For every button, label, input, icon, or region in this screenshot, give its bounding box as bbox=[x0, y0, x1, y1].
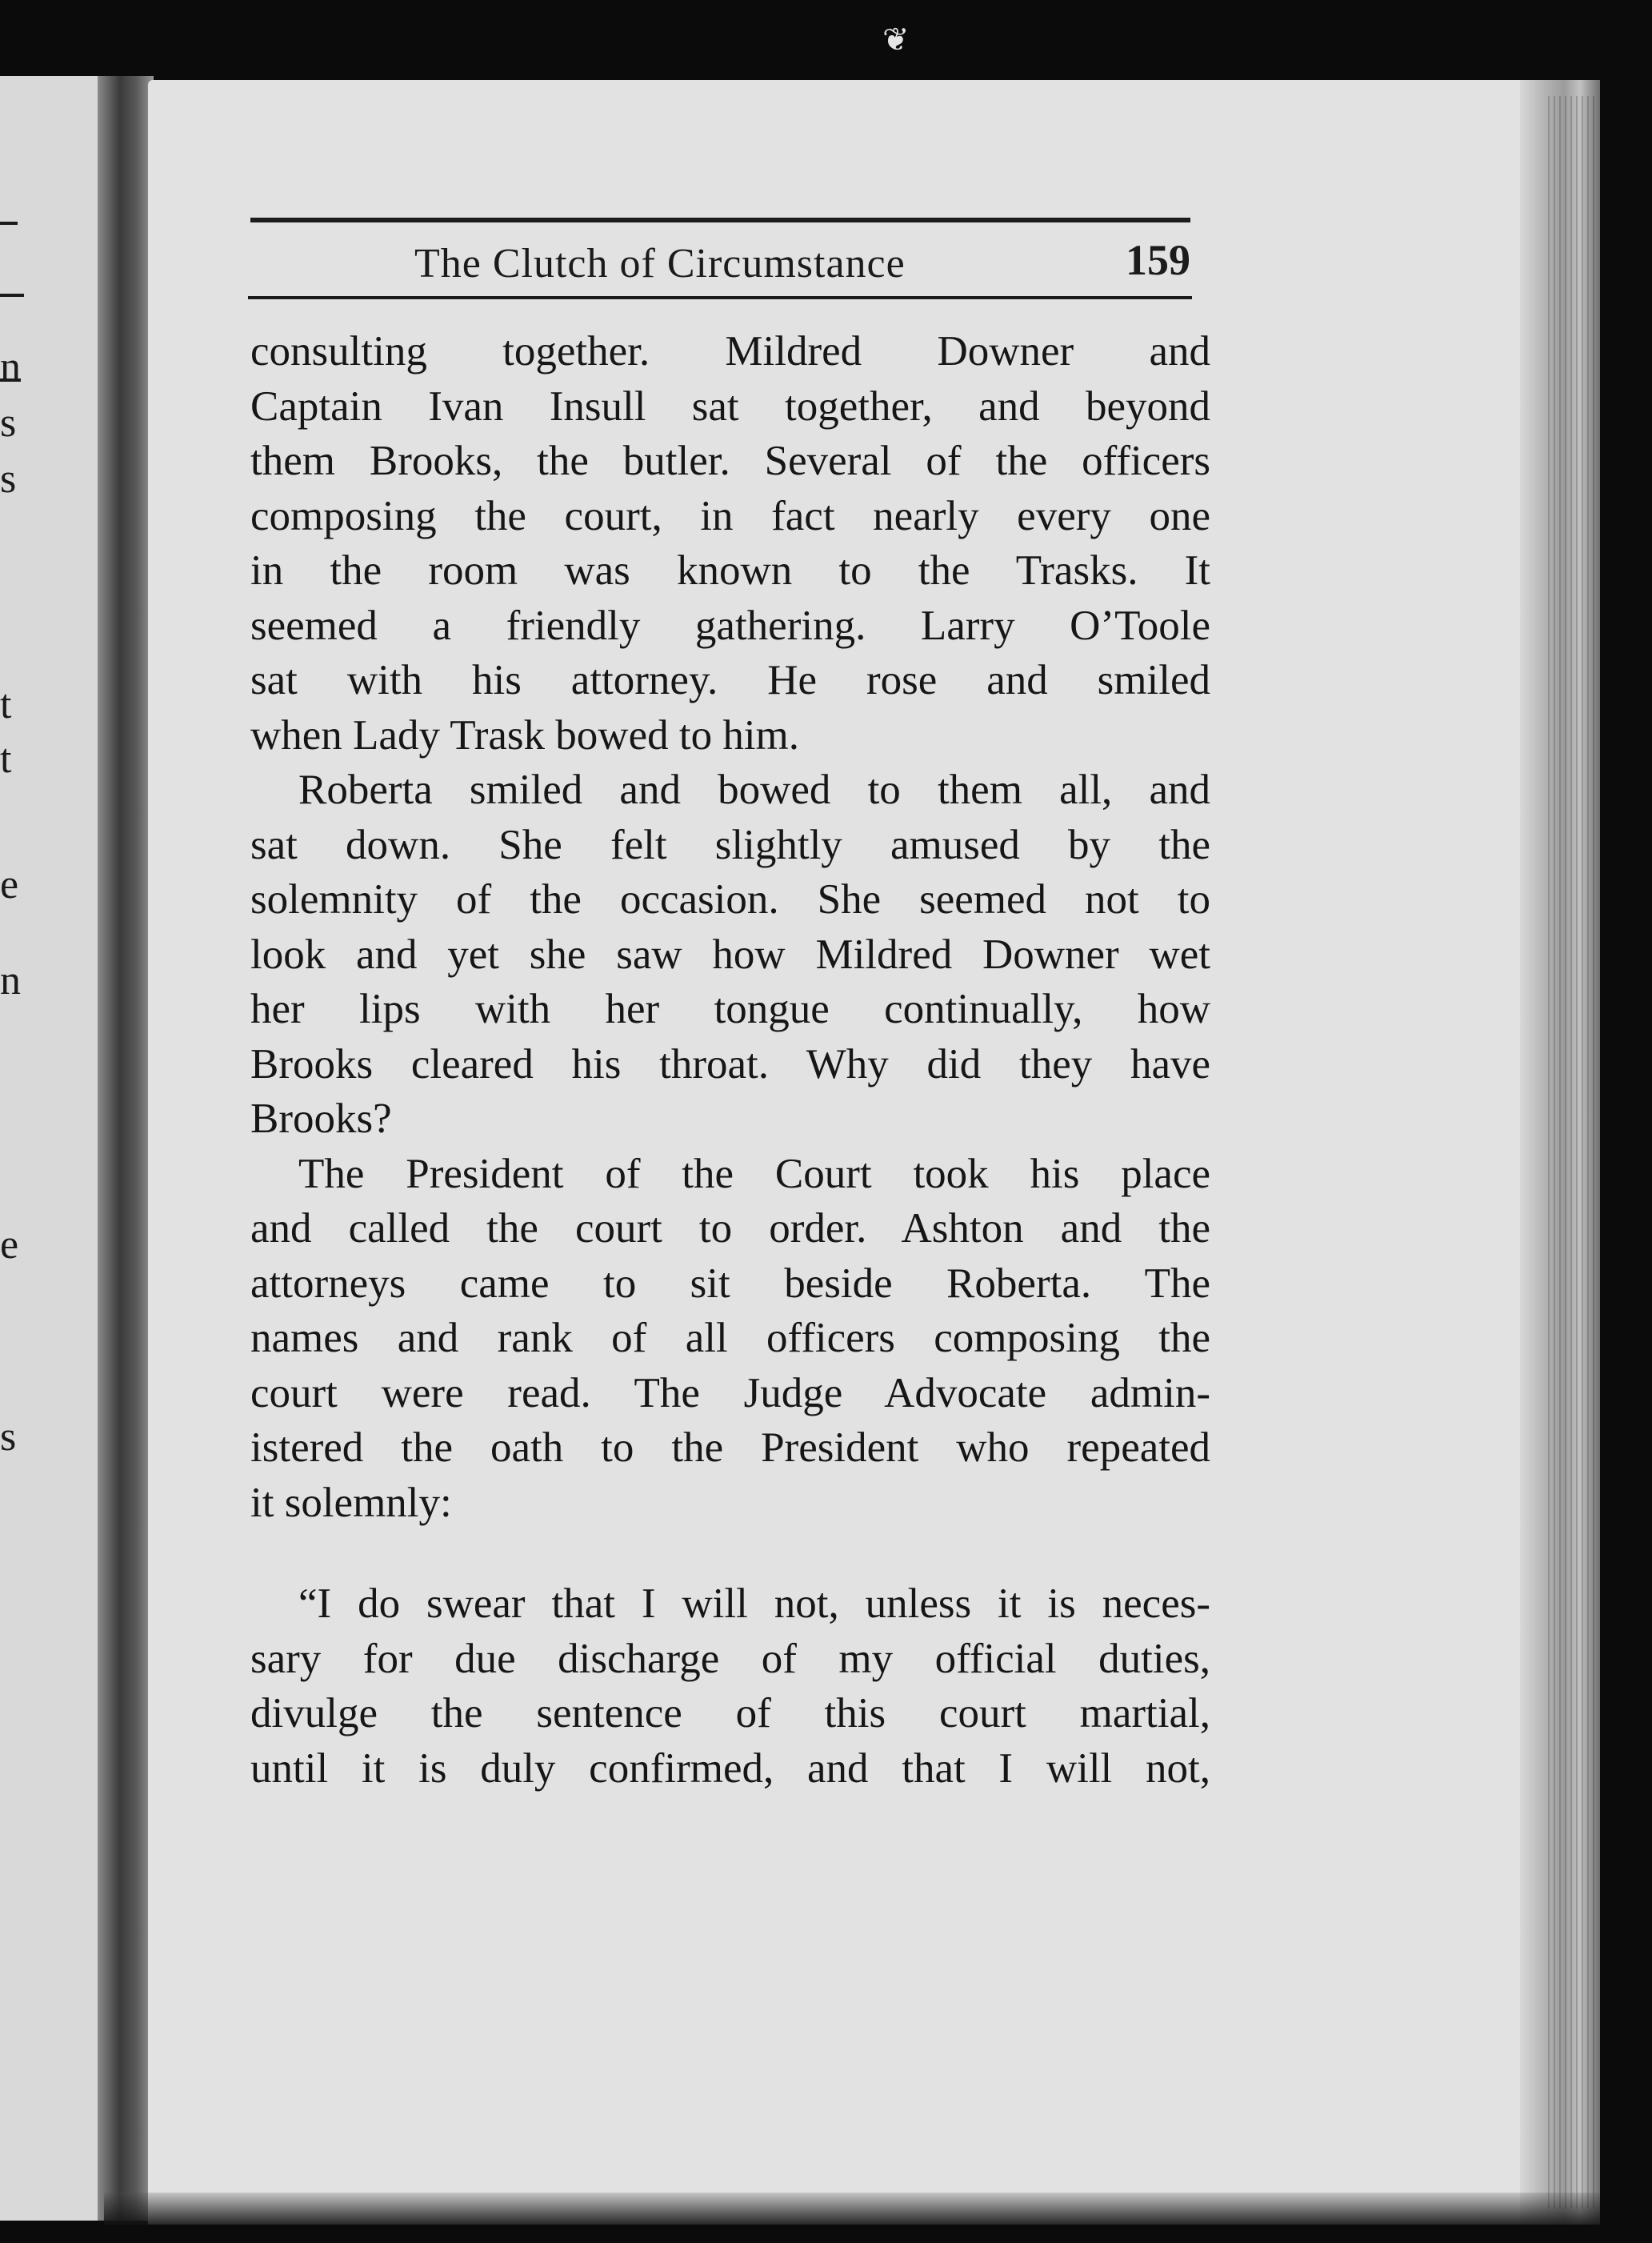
facing-page-letter: t bbox=[0, 682, 12, 727]
facing-page-letter: s bbox=[0, 1414, 17, 1460]
header-rule-top bbox=[250, 218, 1190, 222]
facing-page-mark bbox=[0, 294, 24, 297]
facing-page-letter: t bbox=[0, 736, 12, 782]
text-line: seemed a friendly gathering. Larry O’Toole bbox=[250, 602, 1210, 649]
text-line: composing the court, in fact nearly every one bbox=[250, 492, 1210, 539]
running-title: The Clutch of Circumstance bbox=[414, 241, 906, 286]
text-line: Brooks? bbox=[250, 1095, 392, 1142]
text-line: consulting together. Mildred Downer and bbox=[250, 328, 1210, 375]
text-line: until it is duly confirmed, and that I will not, bbox=[250, 1744, 1210, 1792]
facing-page-letter: s bbox=[0, 456, 17, 502]
text-line: solemnity of the occasion. She seemed not to bbox=[250, 876, 1210, 923]
bottom-shadow bbox=[104, 2193, 1600, 2225]
book-gutter bbox=[98, 76, 154, 2221]
body-text bbox=[250, 324, 1210, 1796]
text-line: sary for due discharge of my official duties, bbox=[250, 1635, 1210, 1682]
facing-page-letter: n bbox=[0, 344, 21, 390]
text-line: sat with his attorney. He rose and smiled bbox=[250, 657, 1210, 703]
text-line: court were read. The Judge Advocate admin- bbox=[250, 1369, 1210, 1416]
header-rule-bottom bbox=[248, 296, 1192, 299]
text-line: sat down. She felt slightly amused by the bbox=[250, 821, 1210, 868]
text-line: them Brooks, the butler. Several of the officers bbox=[250, 438, 1210, 484]
quoted-oath bbox=[250, 1576, 1210, 1796]
page-edge-texture bbox=[1548, 96, 1596, 2209]
text-line: her lips with her tongue continually, how bbox=[250, 986, 1210, 1032]
page-number: 159 bbox=[1126, 236, 1190, 284]
text-line: Captain Ivan Insull sat together, and beyond bbox=[250, 383, 1210, 430]
text-line: and called the court to order. Ashton and the bbox=[250, 1205, 1210, 1252]
facing-page-letter: s bbox=[0, 400, 17, 446]
paragraph bbox=[250, 324, 1210, 763]
text-line: it solemnly: bbox=[250, 1479, 452, 1526]
text-line: “I do swear that I will not, unless it is neces- bbox=[298, 1580, 1210, 1627]
running-head bbox=[250, 232, 1190, 296]
facing-page-letter: n bbox=[0, 958, 21, 1003]
text-line: The President of the Court took his place bbox=[298, 1150, 1210, 1197]
text-line: Brooks cleared his throat. Why did they have bbox=[250, 1040, 1210, 1087]
paragraph bbox=[250, 763, 1210, 1147]
facing-page-mark bbox=[0, 222, 18, 225]
text-line: attorneys came to sit beside Roberta. The bbox=[250, 1260, 1210, 1307]
text-line: divulge the sentence of this court martial, bbox=[250, 1690, 1210, 1736]
text-line: names and rank of all officers composing the bbox=[250, 1315, 1210, 1361]
text-line: in the room was known to the Trasks. It bbox=[250, 547, 1210, 594]
scan-mark: ❦ bbox=[882, 22, 910, 58]
facing-page-letter: e bbox=[0, 1222, 19, 1268]
text-line: istered the oath to the President who repeated bbox=[250, 1424, 1210, 1471]
text-line: when Lady Trask bowed to him. bbox=[250, 711, 800, 759]
text-line: Roberta smiled and bowed to them all, and bbox=[298, 767, 1210, 813]
text-line: look and yet she saw how Mildred Downer wet bbox=[250, 931, 1210, 978]
paragraph bbox=[250, 1147, 1210, 1531]
facing-page-fragment bbox=[0, 76, 108, 2221]
paragraph-spacing bbox=[250, 1530, 1210, 1576]
facing-page-letter: e bbox=[0, 862, 19, 907]
